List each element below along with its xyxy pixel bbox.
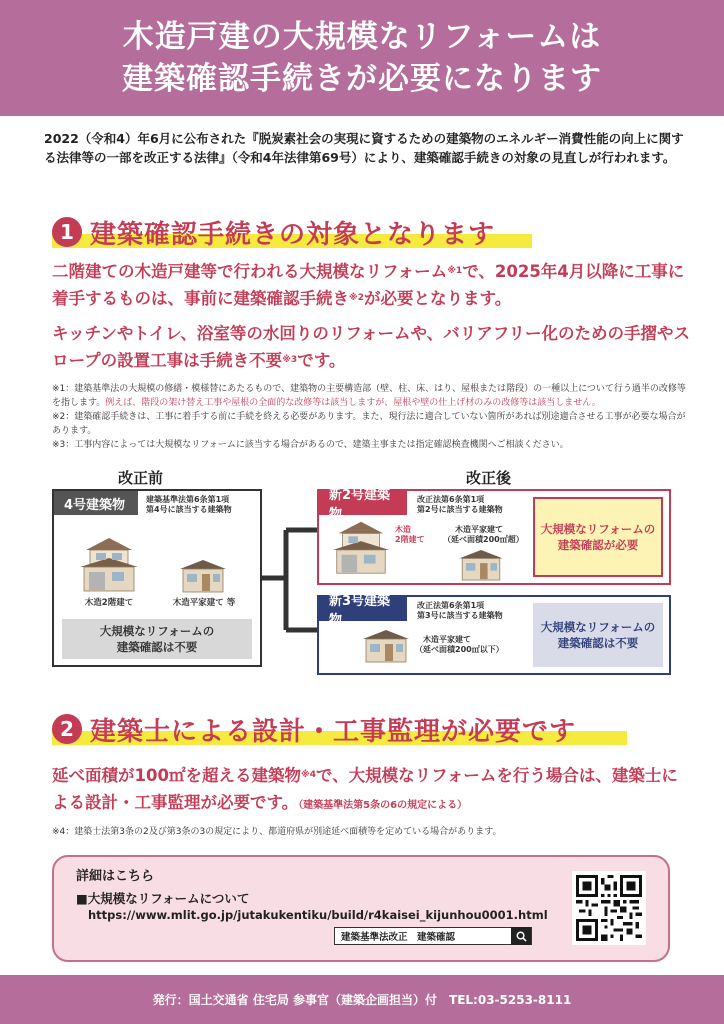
footnote-ref-2: ※2 <box>349 293 365 303</box>
footnote-1 <box>52 382 692 410</box>
section1-title: 建築確認手続きの対象となります <box>90 219 496 250</box>
p1-text-b: で、2025年4月以降に工事に着手するものは、事前に建築確認手続き <box>52 262 685 308</box>
after3-verdict <box>533 603 663 667</box>
before-desc-line1: 建築基準法第6条第1項 <box>146 495 230 504</box>
footnote-1-text: ※1：建築基準法の大規模の修繕・模様替にあたるもので、建築物の主要構造部（壁、柱、床、はり、屋根または階段）の一種以上について行う過半の改修等を指します。 <box>52 384 686 408</box>
two-story-house-icon <box>76 536 142 592</box>
after3-h1-line1: 木造平家建て <box>423 635 471 644</box>
details-url-link[interactable]: https://www.mlit.go.jp/jutakukentiku/build/r4kaisei_kijunhou0001.html <box>88 908 548 922</box>
after3-desc-line1: 改正法第6条第1項 <box>417 601 485 610</box>
footnote-2: ※2：建築確認手続きは、工事に着手する前に手続を終える必要があります。また、現行法に適合していない箇所があれば別途適合させる工事が必要な場合があります。 <box>52 412 686 436</box>
qr-code-icon <box>576 875 642 941</box>
section1-heading <box>52 214 532 250</box>
after3-box <box>317 595 671 675</box>
after2-desc-line1: 改正法第6条第1項 <box>417 495 485 504</box>
page-header <box>0 0 724 116</box>
after-label: 改正後 <box>466 469 512 487</box>
s2-law-reference: （建築基準法第5条の6の規定による） <box>298 800 468 811</box>
details-box <box>52 855 670 962</box>
after2-desc-line2: 第2号に該当する建築物 <box>417 505 503 514</box>
after2-box <box>317 489 671 585</box>
after2-verdict-line1: 大規模なリフォームの <box>540 522 656 536</box>
after2-h2-line2: （延べ面積200㎡超） <box>443 535 524 544</box>
footnote-4: ※4：建築士法第3条の2及び第3条の3の規定により、都道府県が別途延べ面積等を定めている場合があります。 <box>52 827 502 837</box>
before-verdict-line2: 建築確認は不要 <box>116 640 198 654</box>
before-tag: 4号建築物 <box>54 491 138 515</box>
search-icon[interactable] <box>511 927 531 945</box>
one-story-house-icon <box>178 559 228 593</box>
before-desc <box>146 495 232 515</box>
two-story-house-icon <box>329 519 393 575</box>
bracket-connector <box>262 520 318 640</box>
after2-house1-caption <box>395 525 425 545</box>
before-box <box>52 489 262 667</box>
after2-h1-line1: 木造 <box>395 525 411 534</box>
section1-number: 1 <box>52 217 82 247</box>
after2-house2-caption <box>443 525 524 545</box>
section2-number: 2 <box>52 714 82 744</box>
footnote-ref-3: ※3 <box>282 355 298 365</box>
after2-h1-line2: 2階建て <box>395 535 425 544</box>
one-story-house-icon <box>361 629 411 663</box>
after2-verdict <box>533 497 663 577</box>
after2-desc <box>417 495 503 515</box>
after3-desc-line2: 第3号に該当する建築物 <box>417 611 503 620</box>
details-title: 詳細はこちら <box>76 869 155 884</box>
after3-tag: 新3号建築物 <box>319 597 407 621</box>
section1-paragraph1 <box>52 258 692 312</box>
section2-heading <box>52 711 627 747</box>
before-house2-caption: 木造平家建て 等 <box>172 598 236 608</box>
before-house1-caption: 木造2階建て <box>84 598 134 608</box>
search-input[interactable]: 建築基準法改正 建築確認 <box>341 932 456 943</box>
footnote-1-example: 例えば、階段の架け替え工事や屋根の全面的な改修等は該当しますが、 <box>105 398 394 408</box>
s2-text-a: 延べ面積が100㎡を超える建築物 <box>52 766 301 785</box>
section1-paragraph2 <box>52 320 692 374</box>
footnotes <box>52 382 692 452</box>
footnote-ref-1: ※1 <box>447 266 463 276</box>
footnote-3: ※3：工事内容によっては大規模なリフォームに該当する場合があるので、建築主事または指定確認検査機関へご相談ください。 <box>52 440 569 450</box>
p1-text-a: 二階建ての木造戸建等で行われる大規模なリフォーム <box>52 262 448 281</box>
header-title-line1: 木造戸建の大規模なリフォームは <box>122 19 602 55</box>
s2-text-b: で、大規模なリフォームを行う場合は、建築士による設計・工事監理が必要です。 <box>52 766 678 812</box>
after2-tag: 新2号建築物 <box>319 491 407 515</box>
p2-text-a: キッチンやトイレ、浴室等の水回りのリフォームや、バリアフリー化のための手摺やスロープの設置工事は手続き不要 <box>52 324 691 370</box>
footnote-ref-4: ※4 <box>300 770 316 780</box>
page-footer: 発行：国土交通省 住宅局 参事官（建築企画担当）付 TEL:03-5253-8111 <box>0 975 724 1024</box>
after3-verdict-line1: 大規模なリフォームの <box>540 620 656 634</box>
section2-title: 建築士による設計・工事監理が必要です <box>90 716 577 747</box>
one-story-house-icon <box>457 549 505 581</box>
after3-house-caption <box>415 635 504 655</box>
details-item: ■大規模なリフォームについて <box>76 891 250 906</box>
footnote-1-exception: 屋根や壁の仕上げ材のみの改修等は該当しません。 <box>393 398 601 408</box>
before-desc-line2: 第4号に該当する建築物 <box>146 505 232 514</box>
p2-text-b: です。 <box>297 351 346 370</box>
after2-verdict-line2: 建築確認が必要 <box>557 538 639 552</box>
qr-code[interactable] <box>572 871 646 945</box>
intro-text: 2022（令和4）年6月に公布された『脱炭素社会の実現に資するための建築物のエネルギー消費性能の向上に関する法律等の一部を改正する法律』（令和4年法律第69号）により、建築確認手続きの対象の見直しが行われます。 <box>44 131 684 165</box>
before-label: 改正前 <box>118 469 164 487</box>
section2-paragraph <box>52 762 692 819</box>
p1-text-c: が必要となります。 <box>364 289 512 308</box>
after3-h1-line2: （延べ面積200㎡以下） <box>415 645 504 654</box>
before-verdict <box>62 619 252 659</box>
search-box[interactable] <box>334 927 532 945</box>
after3-verdict-line2: 建築確認は不要 <box>557 636 639 650</box>
header-title-line2: 建築確認手続きが必要になります <box>122 61 602 97</box>
after3-desc <box>417 601 503 621</box>
before-verdict-line1: 大規模なリフォームの <box>99 624 215 638</box>
after2-h2-line1: 木造平家建て <box>455 525 503 534</box>
